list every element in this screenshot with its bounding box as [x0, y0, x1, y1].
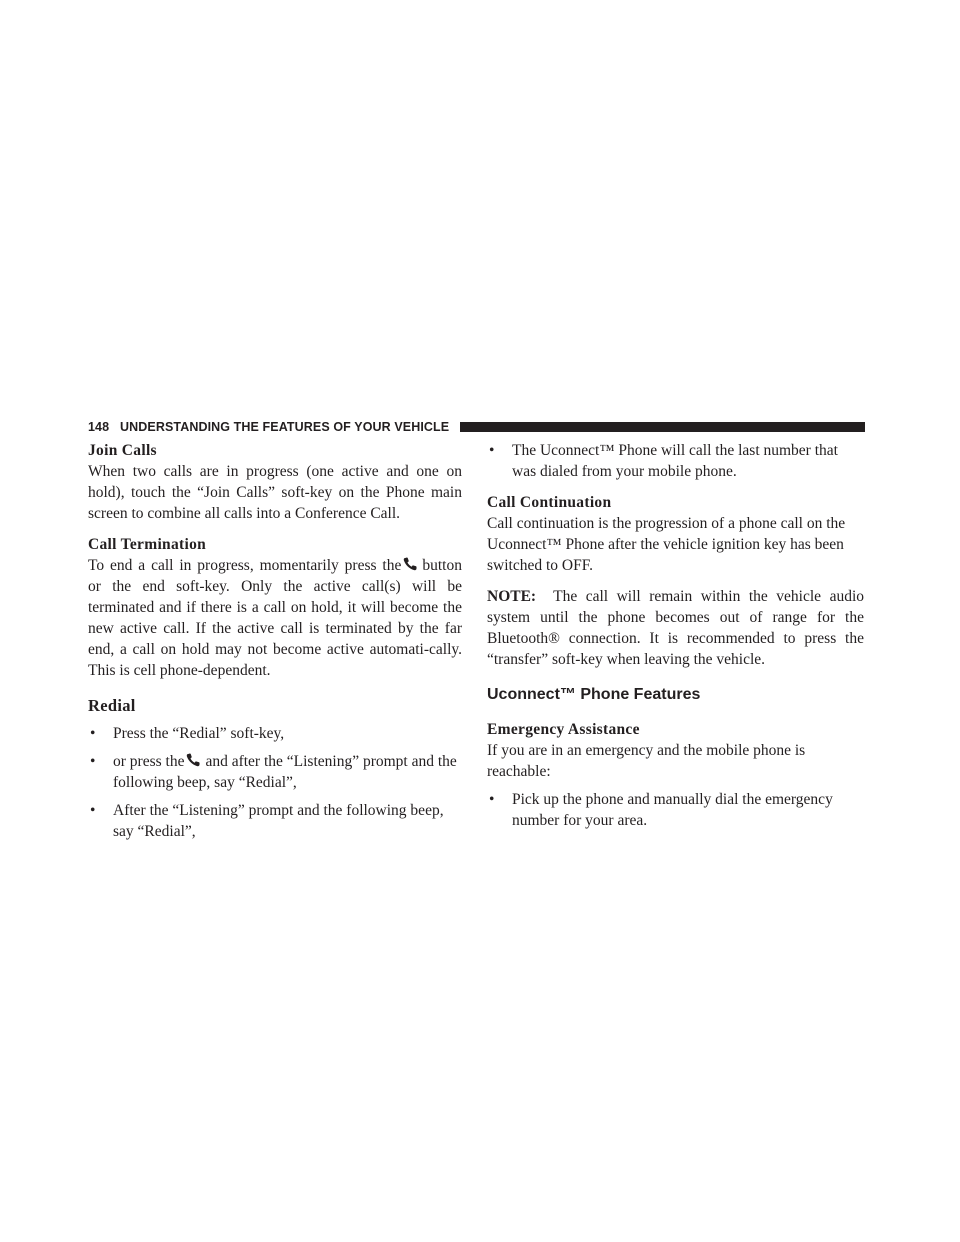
redial-bullet-1	[88, 723, 462, 744]
join-calls-heading: Join Calls	[88, 442, 157, 459]
bullet-dot: •	[90, 802, 96, 819]
note-paragraph	[487, 586, 864, 670]
emergency-bullet-text: Pick up the phone and manually dial the emergency number for your area.	[512, 791, 833, 829]
redial-bullet-4-text: The Uconnect™ Phone will call the last number that was dialed from your mobile phone.	[512, 442, 838, 480]
note-label: NOTE:	[487, 588, 537, 605]
redial-bullet-1-text: Press the “Redial” soft-key,	[113, 725, 285, 742]
call-continuation-heading: Call Continuation	[487, 494, 612, 511]
section-title: UNDERSTANDING THE FEATURES OF YOUR VEHICLE	[120, 420, 450, 434]
call-termination-heading: Call Termination	[88, 536, 207, 553]
right-column	[487, 440, 864, 831]
call-termination-text	[88, 555, 462, 681]
left-column	[88, 440, 462, 842]
redial-heading: Redial	[88, 696, 136, 715]
redial-bullet-4	[487, 440, 864, 482]
redial-bullet-3	[88, 800, 462, 842]
emergency-text: If you are in an emergency and the mobile phone is reachable:	[487, 742, 806, 780]
redial-bullet-3-text: After the “Listening” prompt and the following beep, say “Redial”,	[113, 802, 444, 840]
redial-bullet-2	[88, 751, 462, 793]
page-number: 148	[88, 420, 110, 434]
call-termination-text-before: To end a call in progress, momentarily press the	[88, 557, 402, 574]
features-heading: Uconnect™ Phone Features	[487, 686, 701, 703]
bullet-dot: •	[90, 725, 96, 742]
redial-bullet-2-text-before: or press the	[113, 753, 185, 770]
header-rule	[460, 422, 865, 432]
redial-bullet-2-text-after: and after the “Listening” prompt and the following beep, say “Redial”,	[113, 753, 457, 791]
bullet-dot: •	[90, 753, 96, 770]
emergency-bullet	[487, 789, 864, 831]
phone-end-icon	[403, 557, 420, 571]
emergency-heading: Emergency Assistance	[487, 721, 640, 738]
call-termination-text-after: button or the end soft-key. Only the active call(s) will be terminated and if there is a call on hold, it will become the new active call. If the active call is terminated by the far end, a call on hold may not become active automati-cally. This is cell phone-dependent.	[88, 557, 462, 679]
phone-end-icon	[186, 753, 203, 767]
page-header	[88, 416, 865, 438]
bullet-dot: •	[489, 791, 495, 808]
call-continuation-text: Call continuation is the progression of a phone call on the Uconnect™ Phone after the vehicle ignition key has been switched to OFF.	[487, 515, 846, 574]
join-calls-text: When two calls are in progress (one active and one on hold), touch the “Join Calls” soft-key on the Phone main screen to combine all calls into a Conference Call.	[88, 463, 462, 522]
note-text: The call will remain within the vehicle audio system until the phone becomes out of range for the Bluetooth® connection. It is recommended to press the “transfer” soft-key when leaving the vehicle.	[487, 588, 864, 668]
bullet-dot: •	[489, 442, 495, 459]
